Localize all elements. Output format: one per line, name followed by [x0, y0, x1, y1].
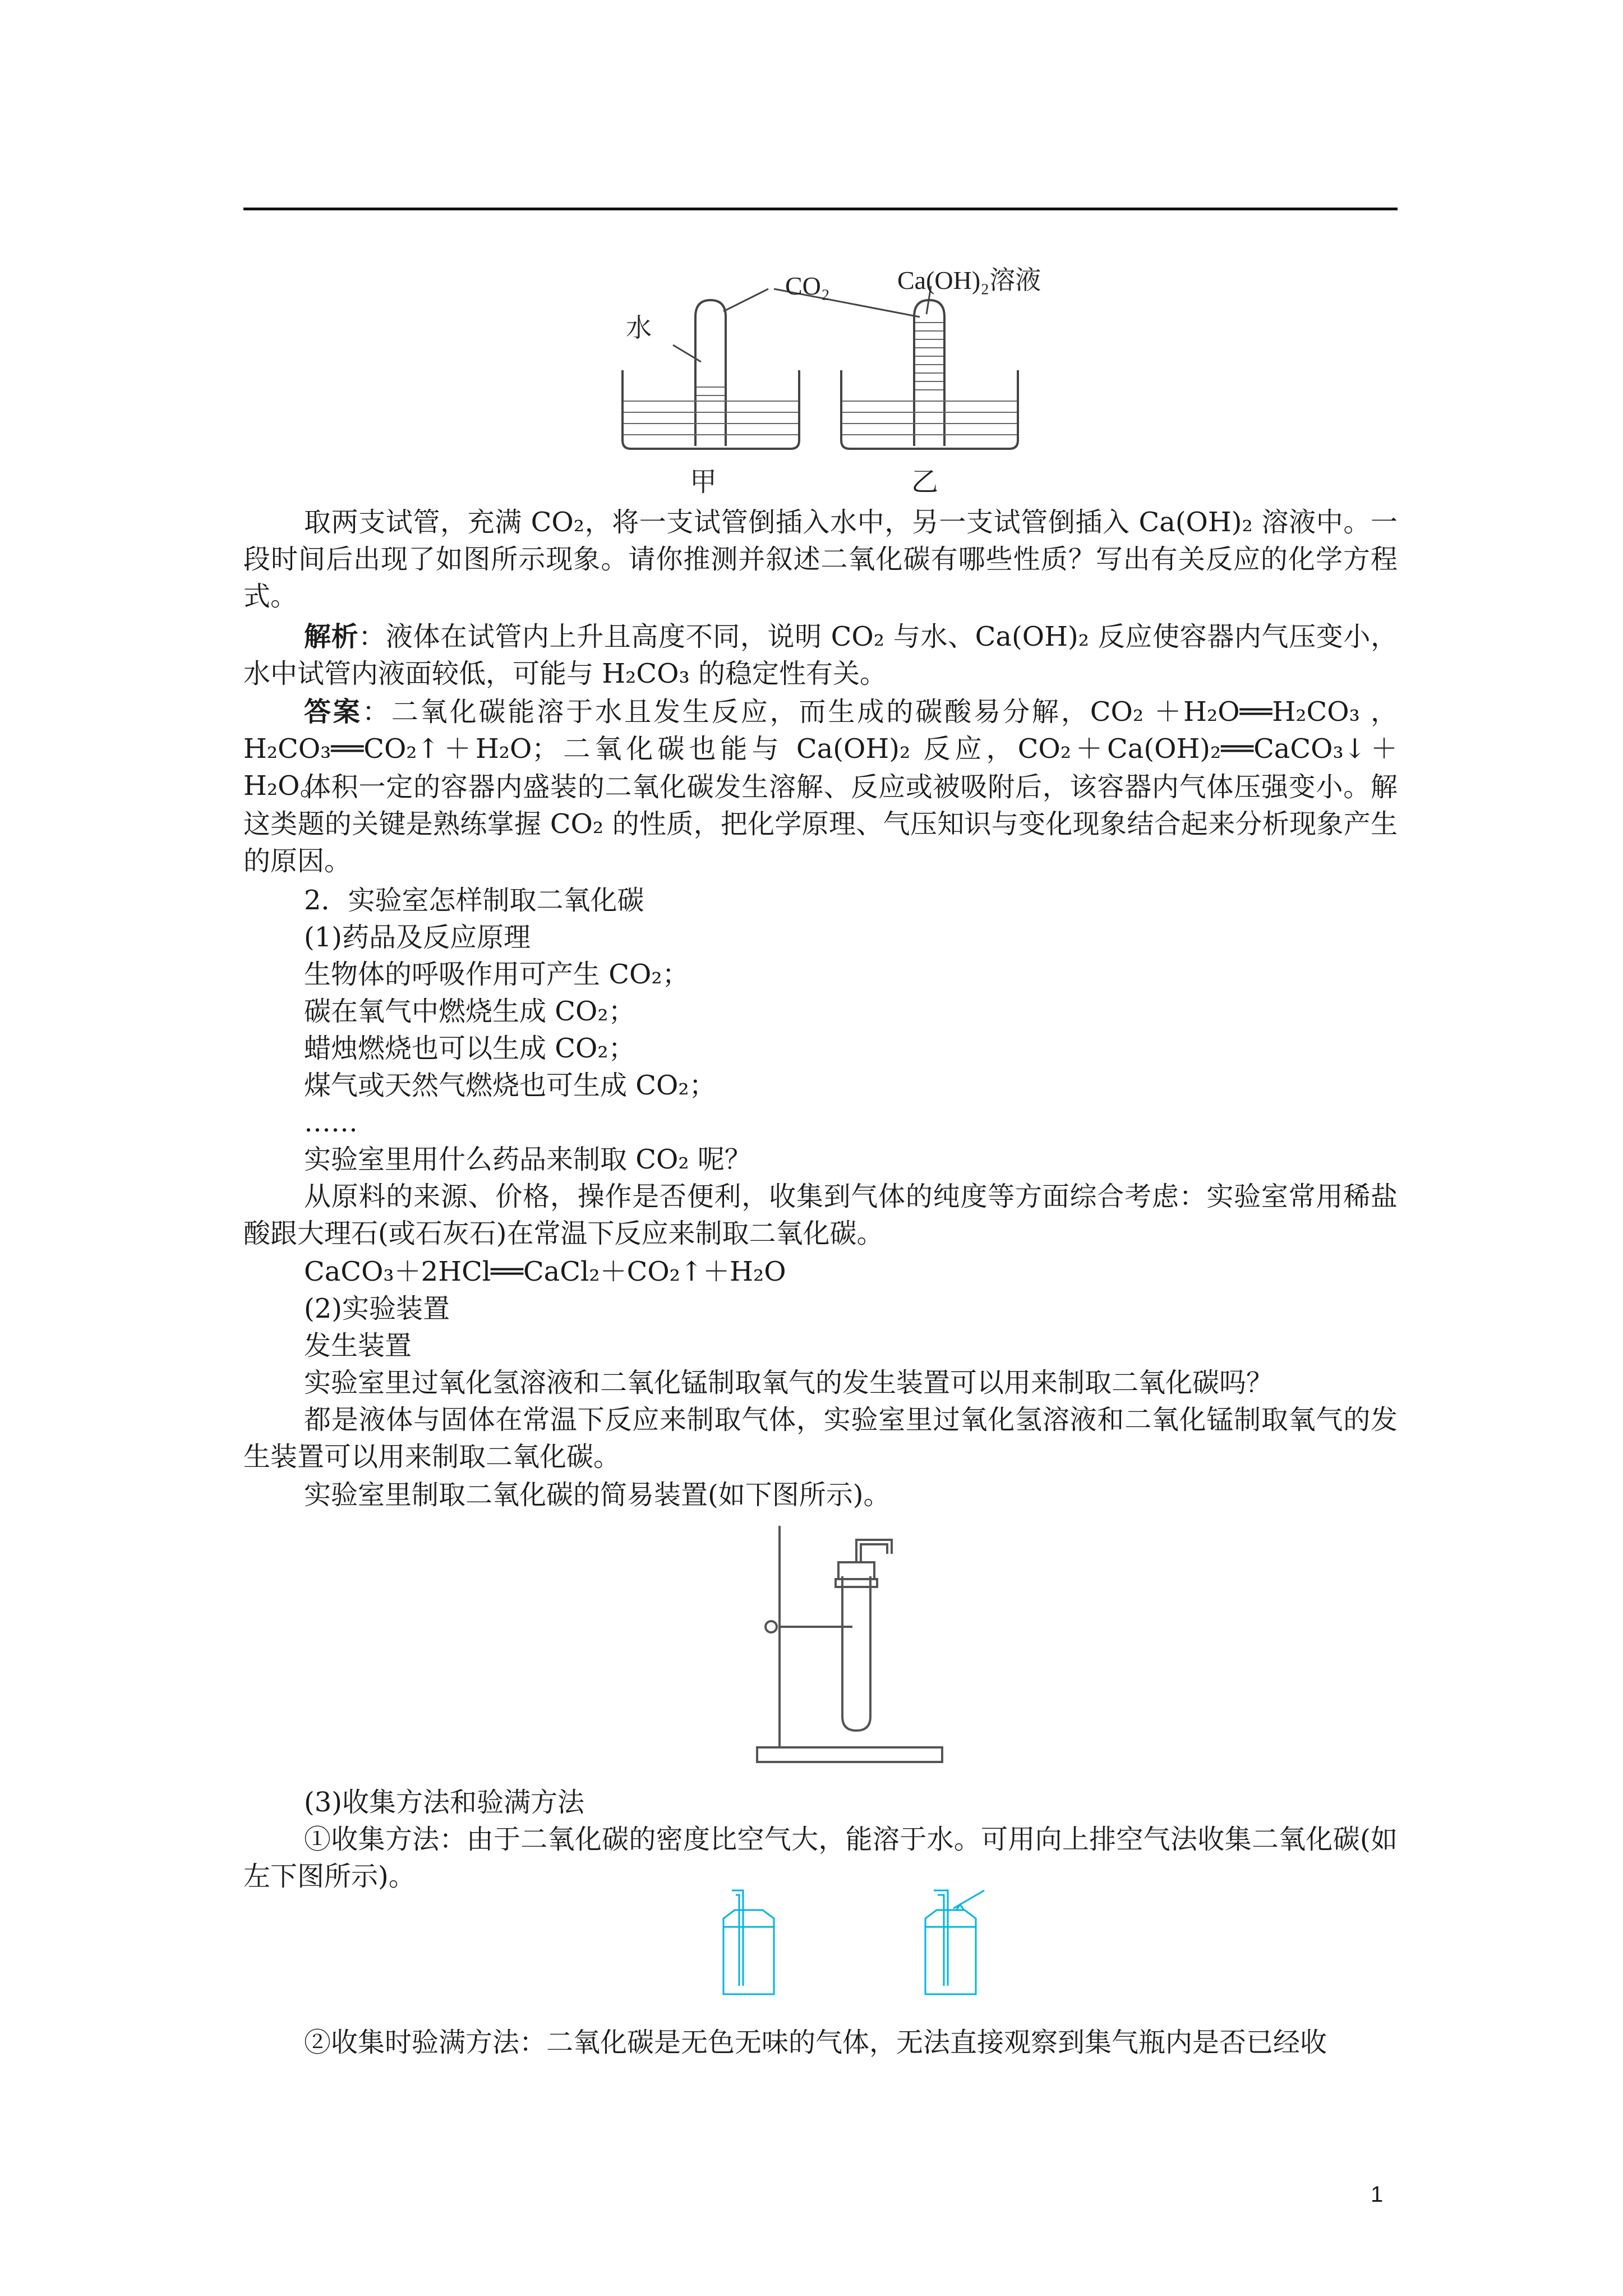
line-7: 从原料的来源、价格，操作是否便利，收集到气体的纯度等方面综合考虑：实验室常用稀盐酸跟大理石(或石灰石)在常温下反应来制取二氧化碳。 [243, 1181, 1398, 1249]
page-number: 1 [1371, 2182, 1384, 2207]
label-jia: 甲 [690, 466, 717, 498]
question-paragraph: 取两支试管，充满 CO₂，将一支试管倒插入水中，另一支试管倒插入 Ca(OH)₂ 溶液中。一段时间后出现了如图所示现象。请你推测并叙述二氧化碳有哪些性质？写出有关反应的化学方程式。 [243, 507, 1398, 612]
line-2: 碳在氧气中燃烧生成 CO₂； [304, 996, 635, 1027]
collection-bottles-figure [701, 1885, 1015, 2003]
label-co2: CO₂ [785, 272, 830, 300]
generator-label: 发生装置 [304, 1330, 412, 1361]
answer-label: 答案 [304, 696, 362, 728]
line-1: 生物体的呼吸作用可产生 CO₂； [304, 959, 689, 990]
analysis-paragraph [243, 618, 1398, 692]
line-4: 煤气或天然气燃烧也可生成 CO₂； [304, 1070, 716, 1101]
line-5: …… [304, 1107, 358, 1138]
answer-2: 都是液体与固体在常温下反应来制取气体，实验室里过氧化氢溶液和二氧化锰制取氧气的发生装置可以用来制取二氧化碳。 [243, 1404, 1398, 1473]
collection-method: ①收集方法：由于二氧化碳的密度比空气大，能溶于水。可用向上排空气法收集二氧化碳(如左下图所示)。 [243, 1824, 1398, 1892]
label-solution: Ca(OH)₂溶液 [897, 266, 1041, 295]
answer-text: ：二氧化碳能溶于水且发生反应，而生成的碳酸易分解，CO₂ ＋H₂O══H₂CO₃ ，H₂CO₃══CO₂↑＋H₂O；二氧化碳也能与 Ca(OH)₂ 反应，CO₂＋Ca(OH)₂══CaCO₃↓＋H₂O。 [243, 696, 1398, 802]
line-6: 实验室里用什么药品来制取 CO₂ 呢？ [304, 1144, 751, 1175]
summary-paragraph: 体积一定的容器内盛装的二氧化碳发生溶解、反应或被吸附后，该容器内气体压强变小。解这类题的关键是熟练掌握 CO₂ 的性质，把化学原理、气压知识与变化现象结合起来分析现象产生的原因。 [243, 771, 1398, 877]
subheading-3: (3)收集方法和验满方法 [304, 1787, 584, 1818]
line-3: 蜡烛燃烧也可以生成 CO₂； [304, 1033, 635, 1064]
analysis-label: 解析 [304, 621, 359, 652]
equation: CaCO₃＋2HCl══CaCl₂＋CO₂↑＋H₂O [304, 1256, 786, 1287]
test-tube-figure [583, 255, 1110, 502]
question-2: 实验室里过氧化氢溶液和二氧化锰制取氧气的发生装置可以用来制取二氧化碳吗？ [304, 1367, 1274, 1398]
label-water: 水 [626, 312, 652, 343]
figure-2-caption: 实验室里制取二氧化碳的简易装置(如下图所示)。 [304, 1479, 891, 1511]
subheading-1: (1)药品及反应原理 [304, 922, 531, 953]
label-yi: 乙 [911, 466, 939, 498]
header-rule [243, 208, 1398, 210]
analysis-text: ：液体在试管内上升且高度不同，说明 CO₂ 与水、Ca(OH)₂ 反应使容器内气压变小，水中试管内液面较低，可能与 H₂CO₃ 的稳定性有关。 [243, 621, 1398, 689]
subheading-2: (2)实验装置 [304, 1293, 450, 1324]
verification-method: ②收集时验满方法：二氧化碳是无色无味的气体，无法直接观察到集气瓶内是否已经收 [304, 2027, 1327, 2058]
apparatus-figure [746, 1515, 953, 1773]
section-heading: 2．实验室怎样制取二氧化碳 [304, 885, 644, 916]
